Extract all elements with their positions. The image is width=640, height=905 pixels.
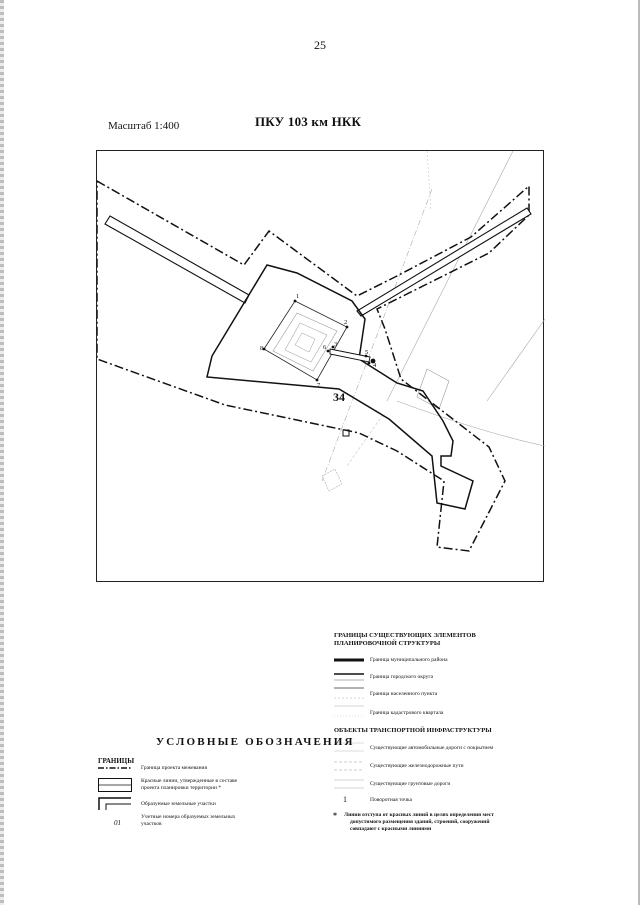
point-label: 5 [365, 349, 369, 356]
point-label: 6 [323, 344, 327, 351]
road-line [427, 151, 431, 211]
point-label: 2 [344, 319, 348, 326]
formed-parcel-swatch [98, 797, 132, 811]
point-label: 4 [373, 362, 377, 369]
turning-point [294, 300, 297, 303]
point-label: 7 [317, 382, 321, 389]
red-lines-swatch [98, 778, 132, 792]
road-line [322, 189, 432, 481]
borders-title: ГРАНИЦЫ [98, 757, 135, 765]
project-border-swatch [98, 762, 132, 774]
parcel-number-label: 34 [333, 390, 345, 404]
legend-heading: УСЛОВНЫЕ ОБОЗНАЧЕНИЯ [156, 736, 355, 748]
map-title: ПКУ 103 км НКК [255, 114, 362, 129]
settlement-border-swatch [334, 686, 364, 700]
inner-parcel-ring [285, 323, 327, 362]
railway-swatch [334, 759, 364, 773]
scan-edge-left [0, 0, 4, 905]
legend-item: Граница проекта межевания [141, 765, 207, 771]
legend-item: Существующие грунтовые дороги [370, 781, 451, 787]
municipal-border-swatch [334, 655, 364, 665]
scale-label: Масштаб 1:400 [108, 120, 180, 132]
cadastral-quarter-border-swatch [334, 704, 364, 718]
point-label: 3 [334, 341, 338, 348]
turning-point [368, 362, 371, 365]
legend-item: Красные линии, утвержденные в составе проекта планировки территории * [141, 778, 238, 791]
map-frame [96, 150, 544, 582]
parcel-outline [417, 369, 449, 409]
turning-point-symbol: 1 [343, 795, 347, 804]
point-label: 8 [260, 345, 264, 352]
point-label: 1 [296, 293, 300, 300]
red-line-road [357, 208, 531, 316]
legend-item: Существующие железнодорожные пути [370, 763, 464, 769]
legend-item: Существующие автомобильные дороги с покрытием [370, 745, 494, 751]
legend-item: Граница городского округа [370, 674, 434, 680]
page-number: 25 [314, 38, 326, 52]
road-line [387, 151, 513, 401]
legend-item: Граница муниципального района [370, 657, 448, 663]
transport-title: ОБЪЕКТЫ ТРАНСПОРТНОЙ ИНФРАСТРУКТУРЫ [334, 727, 492, 734]
land-parcel-34 [207, 265, 473, 509]
legend-item: Поворотная точка [370, 797, 412, 803]
legend-item: Граница кадастрового квартала [370, 710, 444, 716]
turning-point [316, 379, 319, 382]
existing-elements-title: ГРАНИЦЫ СУЩЕСТВУЮЩИХ ЭЛЕМЕНТОВ ПЛАНИРОВОЧНОЙ СТРУКТУРЫ [334, 632, 476, 647]
legend-note: * Линии отступа от красных линий в целях определения мест допустимого размещения зданий, строений, сооружений совпадают с красными линиями [333, 811, 494, 832]
dirt-road-swatch [334, 777, 364, 791]
city-district-border-swatch [334, 671, 364, 683]
road-line [487, 319, 545, 401]
connector-strip [330, 349, 370, 362]
turning-point [346, 326, 349, 329]
turning-point [327, 350, 330, 353]
legend-item: Граница населенного пункта [370, 691, 438, 697]
boundary-arc [397, 401, 545, 446]
cadastral-map [97, 151, 545, 583]
legend-item: Образуемые земельные участки [141, 801, 216, 807]
inner-parcel-core [295, 333, 315, 352]
parcel-id-sample: 01 [114, 819, 121, 827]
legend-item: Учетные номера образуемых земельных участков [141, 814, 236, 827]
red-line-road [105, 216, 249, 303]
project-boundary [97, 181, 529, 551]
